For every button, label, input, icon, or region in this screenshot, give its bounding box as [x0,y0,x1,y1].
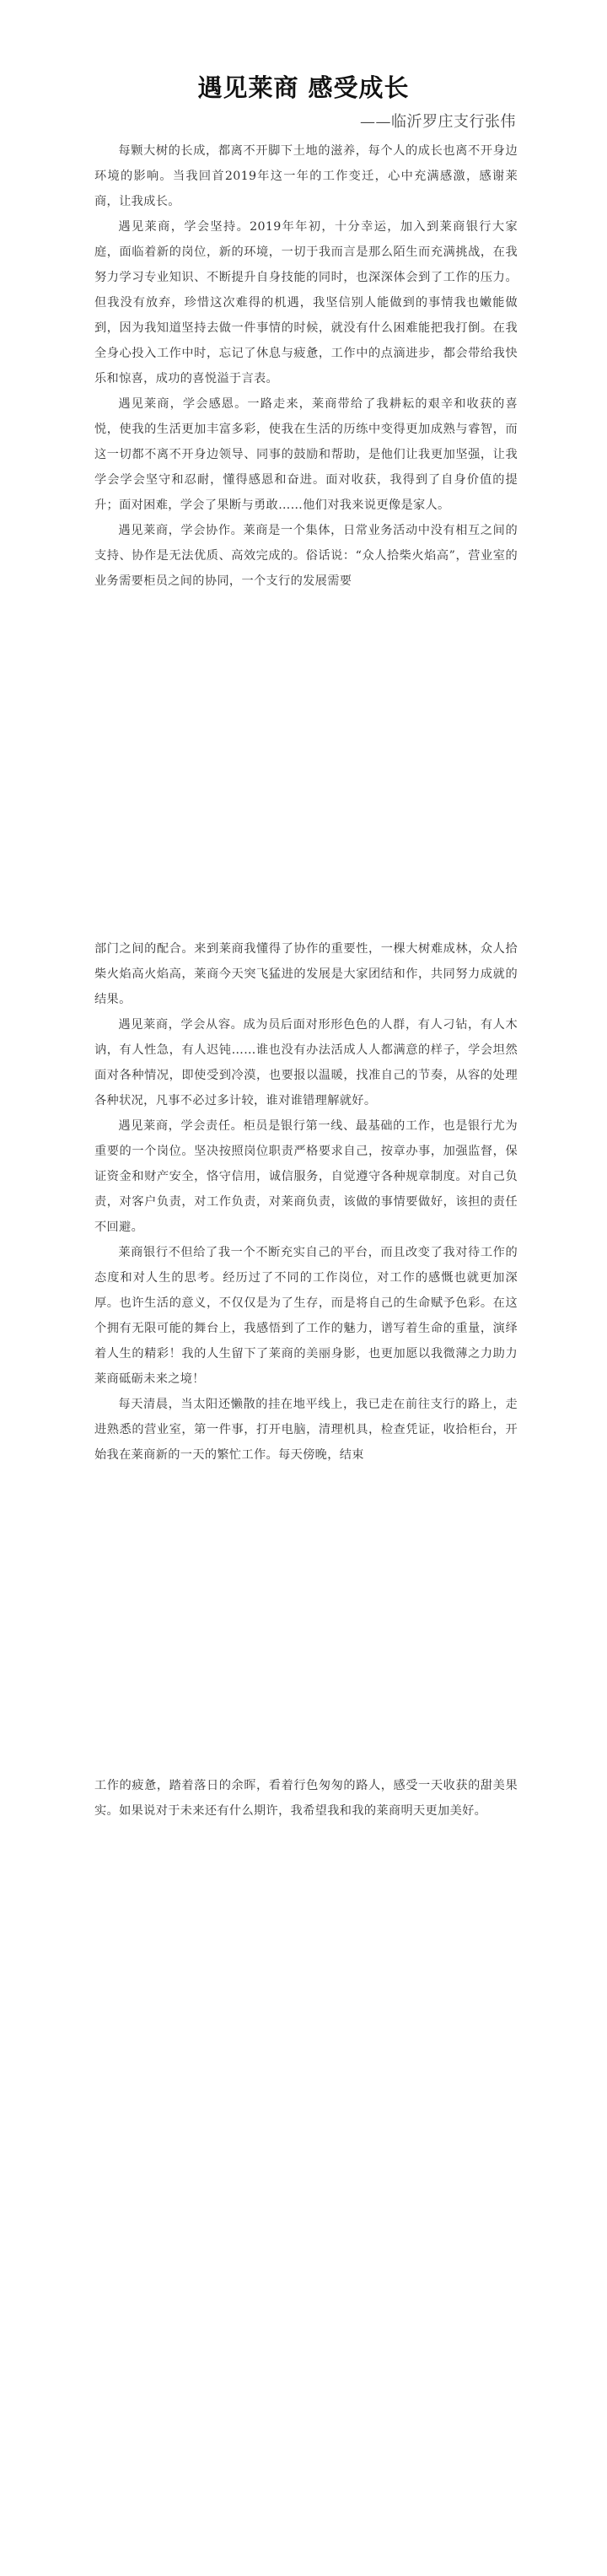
paragraph-continuation: 部门之间的配合。来到莱商我懂得了协作的重要性，一棵大树难成林，众人拾柴火焰高火焰高，莱商今天突飞猛进的发展是大家团结和作，共同努力成就的结果。 [94,942,518,1006]
paragraph: 遇见莱商，学会感恩。一路走来，莱商带给了我耕耘的艰辛和收获的喜悦，使我的生活更加丰富多彩，使我在生活的历练中变得更加成熟与睿智，而这一切都不离不开身边领导、同事的鼓励和帮助，是他们让我更加坚强，让我学会学会坚守和忍耐，懂得感恩和奋进。面对收获，我得到了自身价值的提升；面对困难，学会了果断与勇敢……他们对我来说更像是家人。 [94,397,518,512]
paragraph-continuation: 工作的疲惫，踏着落日的余晖，看着行色匆匆的路人，感受一天收获的甜美果实。如果说对于未来还有什么期许，我希望我和我的莱商明天更加美好。 [94,1779,518,1818]
paragraph: 莱商银行不但给了我一个不断充实自己的平台，而且改变了我对待工作的态度和对人生的思考。经历过了不同的工作岗位，对工作的感慨也就更加深厚。也许生活的意义，不仅仅是为了生存，而是将自己的生命赋予色彩。在这个拥有无限可能的舞台上，我感悟到了工作的魅力，谱写着生命的重量，演绎着人生的精彩！我的人生留下了莱商的美丽身影，也更加愿以我微薄之力助力莱商砥砺未来之境！ [94,1246,518,1386]
paragraph: 每天清晨，当太阳还懒散的挂在地平线上，我已走在前往支行的路上，走进熟悉的营业室，第一件事，打开电脑，清理机具，检查凭证，收拾柜台，开始我在莱商新的一天的繁忙工作。每天傍晚，结束 [94,1398,518,1462]
text-block-2 [94,936,518,1468]
paragraph: 遇见莱商，学会从容。成为员后面对形形色色的人群，有人刁钻，有人木讷，有人性急，有人迟钝……谁也没有办法活成人人都满意的样子，学会坦然面对各种情况，即使受到冷漠，也要报以温暖，找准自己的节奏，从容的处理各种状况，凡事不必过多计较，谁对谁错理解就好。 [94,1018,518,1107]
paragraph: 遇见莱商，学会责任。柜员是银行第一线、最基础的工作，也是银行尤为重要的一个岗位。坚决按照岗位职责严格要求自己，按章办事，加强监督，保证资金和财产安全，恪守信用，诚信服务，自觉遵守各种规章制度。对自己负责，对客户负责，对工作负责，对莱商负责，该做的事情要做好，该担的责任不回避。 [94,1119,518,1234]
text-block-1 [94,138,518,594]
paragraph: 遇见莱商，学会坚持。2019年年初，十分幸运，加入到莱商银行大家庭，面临着新的岗位，新的环境，一切于我而言是那么陌生而充满挑战，在我努力学习专业知识、不断提升自身技能的同时，也深深体会到了工作的压力。但我没有放弃，珍惜这次难得的机遇，我坚信别人能做到的事情我也嫩能做到，因为我知道坚持去做一件事情的时候，就没有什么困难能把我打倒。在我全身心投入工作中时，忘记了休息与疲惫，工作中的点滴进步，都会带给我快乐和惊喜，成功的喜悦溢于言表。 [94,220,518,385]
text-block-3 [94,1773,518,1824]
paragraph: 每颗大树的长成，都离不开脚下土地的滋养，每个人的成长也离不开身边环境的影响。当我回首2019年这一年的工作变迁，心中充满感激，感谢莱商，让我成长。 [94,144,518,208]
document-title: 遇见莱商 感受成长 [197,73,410,102]
author-byline: ——临沂罗庄支行张伟 [360,113,516,131]
paragraph: 遇见莱商，学会协作。莱商是一个集体，日常业务活动中没有相互之间的支持、协作是无法优质、高效完成的。俗话说：“众人拾柴火焰高”，营业室的业务需要柜员之间的协同，一个支行的发展需要 [94,524,518,588]
